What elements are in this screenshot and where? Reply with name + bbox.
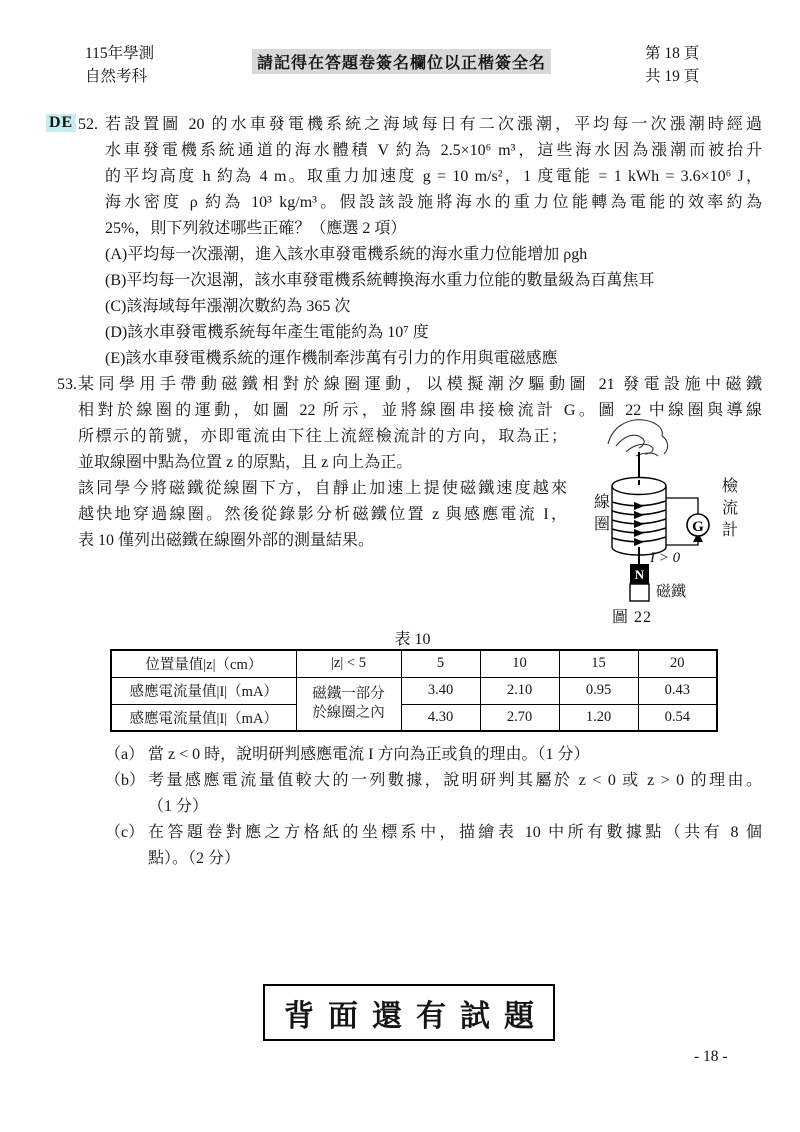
text-line: 若設置圖 20 的水車發電機系統之海域每日有二次漲潮，平均每一次漲潮時經過	[105, 116, 762, 133]
exam-subject: 自然考科	[85, 68, 148, 85]
magnet-label: 磁鐵	[656, 584, 687, 600]
text-line: 表 10 僅列出磁鐵在線圈外部的測量結果。	[78, 532, 375, 549]
merged-note-line: 於線圈之內	[312, 704, 385, 721]
subquestion-b	[105, 768, 765, 820]
merged-note-cell	[296, 677, 401, 731]
header-col: 20	[638, 650, 717, 677]
text-line: 點）。（2 分）	[148, 850, 241, 867]
exam-year: 115年學測	[85, 45, 155, 62]
current-direction-label: I > 0	[650, 550, 681, 566]
magnet-pole-label: N	[634, 567, 645, 582]
question-53-number: 53.	[57, 376, 77, 393]
option-label: (A)	[105, 246, 128, 263]
text-line: 當 z < 0 時，說明研判感應電流 I 方向為正或負的理由。（1 分）	[148, 746, 590, 763]
text-line: 海水密度 ρ 約為 10³ kg/m³。假設該設施將海水的重力位能轉為電能的效率約為	[105, 194, 762, 211]
subquestion-label: （c）	[105, 824, 145, 841]
figure-22-caption: 圖 22	[612, 609, 653, 626]
subquestion-label: （a）	[105, 746, 145, 763]
answer-key-tag: DE	[46, 114, 76, 132]
option-label: (C)	[105, 298, 127, 315]
header-col: 15	[559, 650, 638, 677]
option-text: 該水車發電機系統的運作機制牽涉萬有引力的作用與電磁感應	[125, 350, 558, 367]
option-text: 平均每一次漲潮，進入該水車發電機系統的海水重力位能增加 ρgh	[127, 246, 588, 263]
text-line: 所標示的箭號，亦即電流由下往上流經檢流計的方向，取為正；	[78, 428, 567, 445]
figure-22	[572, 414, 762, 630]
question-52-number: 52.	[78, 116, 98, 133]
table-10	[110, 649, 718, 732]
option-text: 平均每一次退潮，該水車發電機系統轉換海水重力位能的數量級為百萬焦耳	[126, 272, 655, 289]
option-c	[105, 294, 762, 320]
text-line: 某同學用手帶動磁鐵相對於線圈運動，以模擬潮汐驅動圖 21 發電設施中磁鐵	[78, 376, 762, 393]
text-line: 考量感應電流量值較大的一列數據，說明研判其屬於 z < 0 或 z > 0 的理由。	[148, 772, 762, 789]
option-text: 該水車發電機系統每年產生電能約為 10⁷ 度	[127, 324, 429, 341]
text-line: 並取線圈中點為位置 z 的原點，且 z 向上為正。	[78, 454, 413, 471]
header-left	[85, 42, 154, 88]
option-label: (B)	[105, 272, 127, 289]
data-cell: 2.70	[480, 704, 559, 731]
option-text: 該海域每年漲潮次數約為 365 次	[126, 298, 351, 315]
signature-notice: 請記得在答題卷簽名欄位以正楷簽全名	[252, 49, 551, 74]
page-indicator: 第 18 頁	[645, 45, 700, 62]
option-label: (D)	[105, 324, 128, 341]
subquestion-label: （b）	[105, 772, 146, 789]
data-cell: 0.54	[638, 704, 717, 731]
data-cell: 0.43	[638, 677, 717, 704]
data-cell: 1.20	[559, 704, 638, 731]
hand-icon	[608, 420, 668, 456]
table-row	[111, 650, 717, 677]
coil-graphic	[612, 478, 666, 556]
table-row	[111, 704, 717, 731]
text-line: 相對於線圈的運動，如圖 22 所示，並將線圈串接檢流計 G。圖 22 中線圈與導線	[78, 402, 762, 419]
galvanometer-icon	[687, 514, 709, 536]
header-position: 位置量值|z|（cm）	[111, 650, 296, 677]
table-row	[111, 677, 717, 704]
subquestions	[105, 742, 765, 872]
header-condition: |z| < 5	[296, 650, 401, 677]
header-col: 10	[480, 650, 559, 677]
more-questions-box	[263, 984, 555, 1041]
galvanometer-symbol: G	[692, 519, 704, 535]
header-col: 5	[401, 650, 480, 677]
subquestion-a	[105, 742, 765, 768]
text-line: 該同學今將磁鐵從線圈下方，自靜止加速上提使磁鐵速度越來	[78, 480, 567, 497]
galvanometer-label: 檢流計	[721, 478, 738, 539]
merged-note-line: 磁鐵一部分	[312, 685, 385, 702]
option-b	[105, 268, 762, 294]
text-line: （1 分）	[148, 798, 209, 815]
header-right	[645, 42, 699, 88]
page-total: 共 19 頁	[645, 68, 700, 85]
data-cell: 0.95	[559, 677, 638, 704]
text-line: 在答題卷對應之方格紙的坐標系中，描繪表 10 中所有數據點（共有 8 個	[148, 824, 762, 841]
page-number: - 18 -	[694, 1048, 728, 1065]
text-line: 25%，則下列敘述哪些正確？（應選 2 項）	[105, 220, 407, 237]
option-d	[105, 320, 762, 346]
data-cell: 3.40	[401, 677, 480, 704]
option-e	[105, 346, 762, 372]
coil-label: 線圈	[593, 494, 610, 533]
data-cell: 4.30	[401, 704, 480, 731]
question-52	[46, 112, 762, 372]
text-line: 的平均高度 h 約為 4 m。取重力加速度 g = 10 m/s²，1 度電能 = 1 kWh = 3.6×10⁶ J，	[105, 168, 762, 185]
option-label: (E)	[105, 350, 126, 367]
row1-label: 感應電流量值|I|（mA）	[111, 677, 296, 704]
data-cell: 2.10	[480, 677, 559, 704]
row2-label: 感應電流量值|I|（mA）	[111, 704, 296, 731]
subquestion-c	[105, 820, 765, 872]
text-line: 越快地穿過線圈。然後從錄影分析磁鐵位置 z 與感應電流 I，	[78, 506, 567, 523]
text-line: 水車發電機系統通道的海水體積 V 約為 2.5×10⁶ m³，這些海水因為漲潮而被抬升	[105, 142, 762, 159]
more-questions-notice: 背面還有試題	[284, 999, 548, 1033]
table-10-caption: 表 10	[394, 631, 431, 648]
option-a	[105, 242, 762, 268]
